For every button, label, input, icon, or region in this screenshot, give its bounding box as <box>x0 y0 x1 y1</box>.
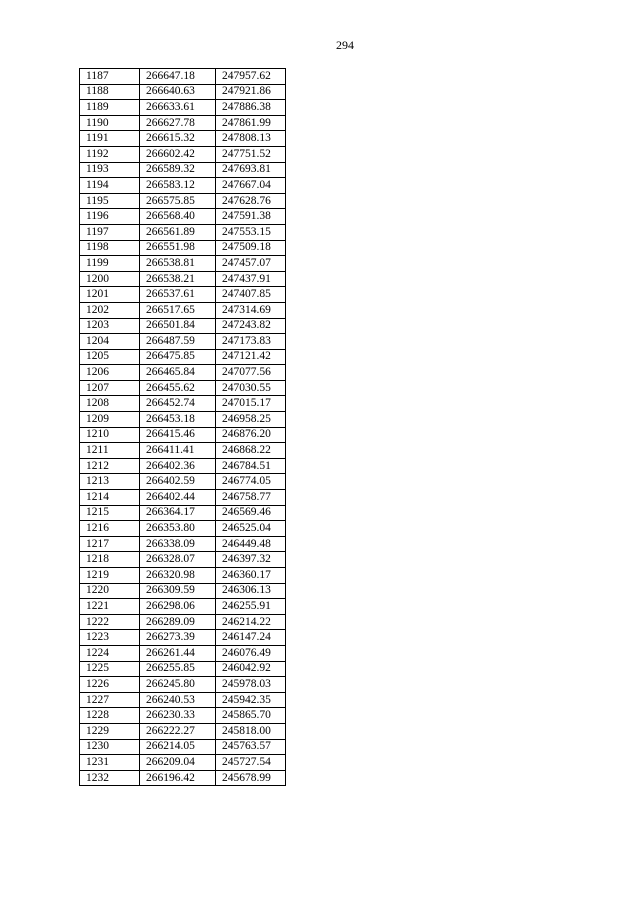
point-number-cell: 1230 <box>80 739 140 755</box>
x-coordinate-cell: 266261.44 <box>140 645 216 661</box>
point-number-cell: 1197 <box>80 224 140 240</box>
x-coordinate-cell: 266538.81 <box>140 256 216 272</box>
y-coordinate-cell: 246876.20 <box>216 427 286 443</box>
point-number-cell: 1193 <box>80 162 140 178</box>
table-row <box>80 443 286 459</box>
point-number-cell: 1213 <box>80 474 140 490</box>
x-coordinate-cell: 266298.06 <box>140 599 216 615</box>
y-coordinate-cell: 246525.04 <box>216 521 286 537</box>
table-row <box>80 770 286 786</box>
coordinates-table <box>79 68 286 786</box>
x-coordinate-cell: 266255.85 <box>140 661 216 677</box>
table-row <box>80 677 286 693</box>
table-row <box>80 100 286 116</box>
y-coordinate-cell: 246449.48 <box>216 536 286 552</box>
table-row <box>80 193 286 209</box>
x-coordinate-cell: 266633.61 <box>140 100 216 116</box>
table-row <box>80 723 286 739</box>
x-coordinate-cell: 266615.32 <box>140 131 216 147</box>
y-coordinate-cell: 245942.35 <box>216 692 286 708</box>
table-row <box>80 349 286 365</box>
table-row <box>80 302 286 318</box>
table-row <box>80 209 286 225</box>
x-coordinate-cell: 266402.44 <box>140 490 216 506</box>
point-number-cell: 1202 <box>80 302 140 318</box>
x-coordinate-cell: 266647.18 <box>140 69 216 85</box>
table-row <box>80 568 286 584</box>
y-coordinate-cell: 247886.38 <box>216 100 286 116</box>
point-number-cell: 1206 <box>80 365 140 381</box>
table-row <box>80 645 286 661</box>
y-coordinate-cell: 246255.91 <box>216 599 286 615</box>
y-coordinate-cell: 247751.52 <box>216 146 286 162</box>
x-coordinate-cell: 266487.59 <box>140 334 216 350</box>
x-coordinate-cell: 266415.46 <box>140 427 216 443</box>
y-coordinate-cell: 247030.55 <box>216 380 286 396</box>
point-number-cell: 1225 <box>80 661 140 677</box>
x-coordinate-cell: 266245.80 <box>140 677 216 693</box>
table-row <box>80 69 286 85</box>
point-number-cell: 1222 <box>80 614 140 630</box>
point-number-cell: 1208 <box>80 396 140 412</box>
x-coordinate-cell: 266222.27 <box>140 723 216 739</box>
point-number-cell: 1223 <box>80 630 140 646</box>
point-number-cell: 1211 <box>80 443 140 459</box>
point-number-cell: 1203 <box>80 318 140 334</box>
x-coordinate-cell: 266240.53 <box>140 692 216 708</box>
table-row <box>80 630 286 646</box>
x-coordinate-cell: 266328.07 <box>140 552 216 568</box>
table-row <box>80 131 286 147</box>
point-number-cell: 1192 <box>80 146 140 162</box>
point-number-cell: 1189 <box>80 100 140 116</box>
point-number-cell: 1194 <box>80 178 140 194</box>
x-coordinate-cell: 266501.84 <box>140 318 216 334</box>
point-number-cell: 1200 <box>80 271 140 287</box>
y-coordinate-cell: 247015.17 <box>216 396 286 412</box>
x-coordinate-cell: 266273.39 <box>140 630 216 646</box>
point-number-cell: 1201 <box>80 287 140 303</box>
point-number-cell: 1227 <box>80 692 140 708</box>
table-row <box>80 287 286 303</box>
x-coordinate-cell: 266575.85 <box>140 193 216 209</box>
y-coordinate-cell: 247553.15 <box>216 224 286 240</box>
y-coordinate-cell: 246569.46 <box>216 505 286 521</box>
table-row <box>80 552 286 568</box>
y-coordinate-cell: 245727.54 <box>216 755 286 771</box>
y-coordinate-cell: 246774.05 <box>216 474 286 490</box>
y-coordinate-cell: 247121.42 <box>216 349 286 365</box>
y-coordinate-cell: 247808.13 <box>216 131 286 147</box>
x-coordinate-cell: 266230.33 <box>140 708 216 724</box>
table-row <box>80 412 286 428</box>
y-coordinate-cell: 247407.85 <box>216 287 286 303</box>
page-number: 294 <box>336 38 354 52</box>
y-coordinate-cell: 247437.91 <box>216 271 286 287</box>
x-coordinate-cell: 266589.32 <box>140 162 216 178</box>
table-row <box>80 334 286 350</box>
x-coordinate-cell: 266583.12 <box>140 178 216 194</box>
point-number-cell: 1224 <box>80 645 140 661</box>
x-coordinate-cell: 266561.89 <box>140 224 216 240</box>
point-number-cell: 1221 <box>80 599 140 615</box>
table-row <box>80 583 286 599</box>
point-number-cell: 1210 <box>80 427 140 443</box>
table-row <box>80 661 286 677</box>
point-number-cell: 1220 <box>80 583 140 599</box>
point-number-cell: 1199 <box>80 256 140 272</box>
table-row <box>80 256 286 272</box>
point-number-cell: 1196 <box>80 209 140 225</box>
x-coordinate-cell: 266551.98 <box>140 240 216 256</box>
table-row <box>80 271 286 287</box>
table-row <box>80 224 286 240</box>
y-coordinate-cell: 246306.13 <box>216 583 286 599</box>
x-coordinate-cell: 266411.41 <box>140 443 216 459</box>
x-coordinate-cell: 266453.18 <box>140 412 216 428</box>
x-coordinate-cell: 266402.59 <box>140 474 216 490</box>
table-row <box>80 755 286 771</box>
y-coordinate-cell: 245865.70 <box>216 708 286 724</box>
x-coordinate-cell: 266517.65 <box>140 302 216 318</box>
table-row <box>80 505 286 521</box>
table-row <box>80 427 286 443</box>
x-coordinate-cell: 266452.74 <box>140 396 216 412</box>
point-number-cell: 1214 <box>80 490 140 506</box>
y-coordinate-cell: 247457.07 <box>216 256 286 272</box>
point-number-cell: 1219 <box>80 568 140 584</box>
y-coordinate-cell: 247077.56 <box>216 365 286 381</box>
table-row <box>80 380 286 396</box>
point-number-cell: 1191 <box>80 131 140 147</box>
x-coordinate-cell: 266455.62 <box>140 380 216 396</box>
x-coordinate-cell: 266309.59 <box>140 583 216 599</box>
table-row <box>80 490 286 506</box>
table-row <box>80 521 286 537</box>
y-coordinate-cell: 247861.99 <box>216 115 286 131</box>
table-row <box>80 458 286 474</box>
y-coordinate-cell: 245763.57 <box>216 739 286 755</box>
x-coordinate-cell: 266537.61 <box>140 287 216 303</box>
x-coordinate-cell: 266627.78 <box>140 115 216 131</box>
y-coordinate-cell: 246758.77 <box>216 490 286 506</box>
point-number-cell: 1204 <box>80 334 140 350</box>
x-coordinate-cell: 266196.42 <box>140 770 216 786</box>
point-number-cell: 1190 <box>80 115 140 131</box>
point-number-cell: 1226 <box>80 677 140 693</box>
y-coordinate-cell: 246147.24 <box>216 630 286 646</box>
table-row <box>80 599 286 615</box>
y-coordinate-cell: 246042.92 <box>216 661 286 677</box>
x-coordinate-cell: 266338.09 <box>140 536 216 552</box>
point-number-cell: 1216 <box>80 521 140 537</box>
x-coordinate-cell: 266568.40 <box>140 209 216 225</box>
y-coordinate-cell: 246214.22 <box>216 614 286 630</box>
y-coordinate-cell: 246397.32 <box>216 552 286 568</box>
table-row <box>80 365 286 381</box>
y-coordinate-cell: 246076.49 <box>216 645 286 661</box>
point-number-cell: 1207 <box>80 380 140 396</box>
x-coordinate-cell: 266364.17 <box>140 505 216 521</box>
table-row <box>80 739 286 755</box>
point-number-cell: 1228 <box>80 708 140 724</box>
y-coordinate-cell: 247314.69 <box>216 302 286 318</box>
point-number-cell: 1215 <box>80 505 140 521</box>
point-number-cell: 1217 <box>80 536 140 552</box>
y-coordinate-cell: 245818.00 <box>216 723 286 739</box>
y-coordinate-cell: 245678.99 <box>216 770 286 786</box>
x-coordinate-cell: 266402.36 <box>140 458 216 474</box>
y-coordinate-cell: 247693.81 <box>216 162 286 178</box>
table-row <box>80 240 286 256</box>
point-number-cell: 1232 <box>80 770 140 786</box>
y-coordinate-cell: 247173.83 <box>216 334 286 350</box>
x-coordinate-cell: 266289.09 <box>140 614 216 630</box>
table-row <box>80 115 286 131</box>
point-number-cell: 1231 <box>80 755 140 771</box>
table-row <box>80 178 286 194</box>
x-coordinate-cell: 266214.05 <box>140 739 216 755</box>
y-coordinate-cell: 247509.18 <box>216 240 286 256</box>
table-row <box>80 708 286 724</box>
table-row <box>80 692 286 708</box>
x-coordinate-cell: 266465.84 <box>140 365 216 381</box>
y-coordinate-cell: 247957.62 <box>216 69 286 85</box>
x-coordinate-cell: 266640.63 <box>140 84 216 100</box>
point-number-cell: 1187 <box>80 69 140 85</box>
table-row <box>80 396 286 412</box>
point-number-cell: 1188 <box>80 84 140 100</box>
table-row <box>80 474 286 490</box>
table-row <box>80 318 286 334</box>
x-coordinate-cell: 266320.98 <box>140 568 216 584</box>
x-coordinate-cell: 266353.80 <box>140 521 216 537</box>
y-coordinate-cell: 246360.17 <box>216 568 286 584</box>
point-number-cell: 1198 <box>80 240 140 256</box>
coordinates-table-body <box>80 69 286 786</box>
point-number-cell: 1195 <box>80 193 140 209</box>
point-number-cell: 1212 <box>80 458 140 474</box>
point-number-cell: 1205 <box>80 349 140 365</box>
y-coordinate-cell: 247667.04 <box>216 178 286 194</box>
x-coordinate-cell: 266538.21 <box>140 271 216 287</box>
table-row <box>80 614 286 630</box>
x-coordinate-cell: 266475.85 <box>140 349 216 365</box>
table-row <box>80 536 286 552</box>
y-coordinate-cell: 245978.03 <box>216 677 286 693</box>
point-number-cell: 1229 <box>80 723 140 739</box>
y-coordinate-cell: 247628.76 <box>216 193 286 209</box>
x-coordinate-cell: 266209.04 <box>140 755 216 771</box>
table-row <box>80 146 286 162</box>
y-coordinate-cell: 247243.82 <box>216 318 286 334</box>
table-row <box>80 162 286 178</box>
y-coordinate-cell: 247921.86 <box>216 84 286 100</box>
y-coordinate-cell: 247591.38 <box>216 209 286 225</box>
x-coordinate-cell: 266602.42 <box>140 146 216 162</box>
y-coordinate-cell: 246784.51 <box>216 458 286 474</box>
table-row <box>80 84 286 100</box>
point-number-cell: 1218 <box>80 552 140 568</box>
point-number-cell: 1209 <box>80 412 140 428</box>
y-coordinate-cell: 246868.22 <box>216 443 286 459</box>
y-coordinate-cell: 246958.25 <box>216 412 286 428</box>
